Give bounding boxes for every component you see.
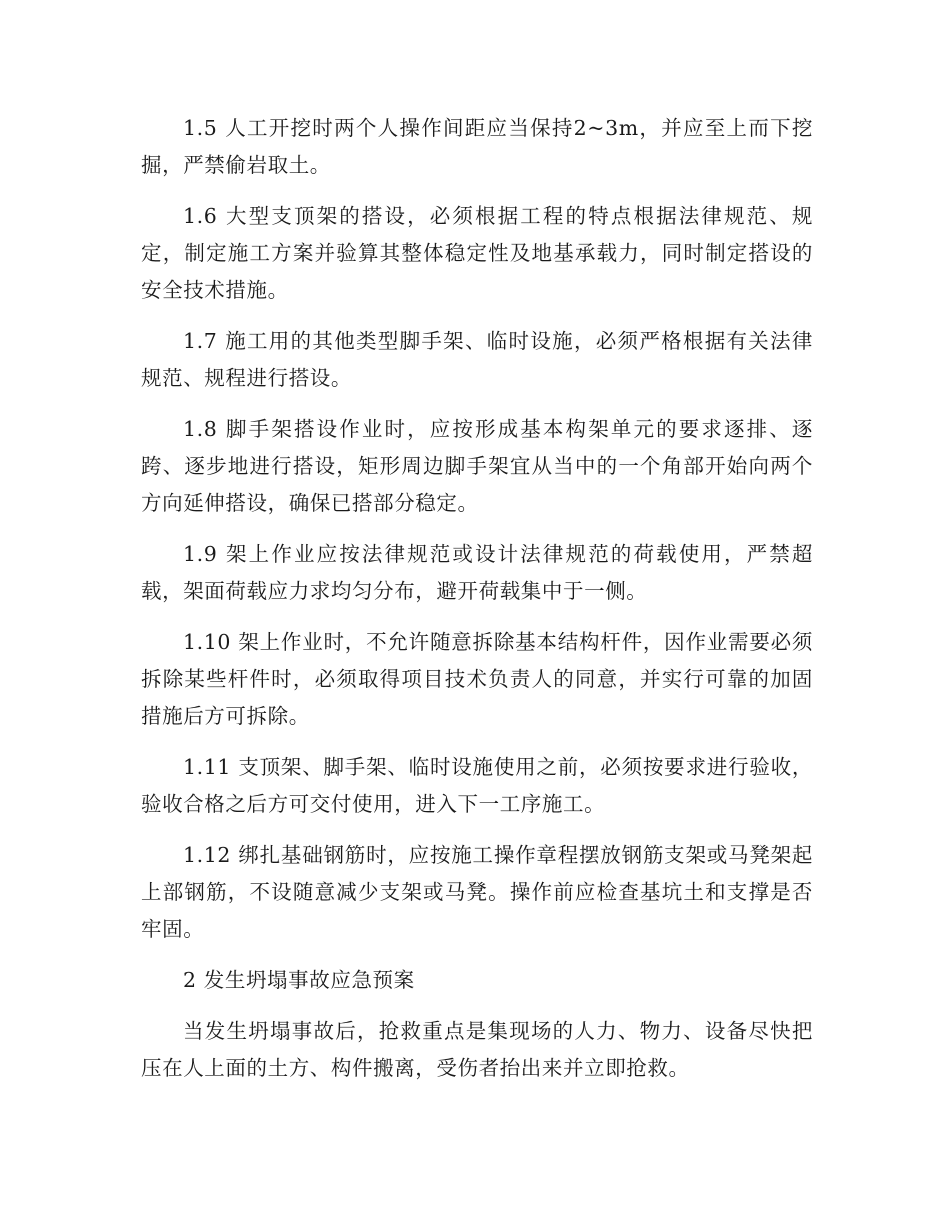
paragraph-1-10: 1.10 架上作业时，不允许随意拆除基本结构杆件，因作业需要必须拆除某些杆件时，必须取得项目技术负责人的同意，并实行可靠的加固措施后方可拆除。 <box>141 630 813 728</box>
paragraph-emergency: 当发生坍塌事故后，抢救重点是集现场的人力、物力、设备尽快把压在人上面的土方、构件搬离，受伤者抬出来并立即抢救。 <box>141 1019 813 1080</box>
paragraph-1-7: 1.7 施工用的其他类型脚手架、临时设施，必须严格根据有关法律规范、规程进行搭设。 <box>141 329 813 390</box>
section-heading-2: 2 发生坍塌事故应急预案 <box>183 968 415 992</box>
document-body <box>141 110 813 1101</box>
paragraph-1-5: 1.5 人工开挖时两个人操作间距应当保持2~3m，并应至上而下挖掘，严禁偷岩取土。 <box>141 116 813 177</box>
paragraph-1-8: 1.8 脚手架搭设作业时，应按形成基本构架单元的要求逐排、逐跨、逐步地进行搭设，矩形周边脚手架宜从当中的一个角部开始向两个方向延伸搭设，确保已搭部分稳定。 <box>141 417 813 515</box>
paragraph-1-12: 1.12 绑扎基础钢筋时，应按施工操作章程摆放钢筋支架或马凳架起上部钢筋，不设随意减少支架或马凳。操作前应检查基坑土和支撑是否牢固。 <box>141 843 813 941</box>
paragraph-1-11: 1.11 支顶架、脚手架、临时设施使用之前，必须按要求进行验收，验收合格之后方可交付使用，进入下一工序施工。 <box>141 755 813 816</box>
paragraph-1-9: 1.9 架上作业应按法律规范或设计法律规范的荷载使用，严禁超载，架面荷载应力求均匀分布，避开荷载集中于一侧。 <box>141 542 813 603</box>
paragraph-1-6: 1.6 大型支顶架的搭设，必须根据工程的特点根据法律规范、规定，制定施工方案并验算其整体稳定性及地基承载力，同时制定搭设的安全技术措施。 <box>141 204 813 302</box>
